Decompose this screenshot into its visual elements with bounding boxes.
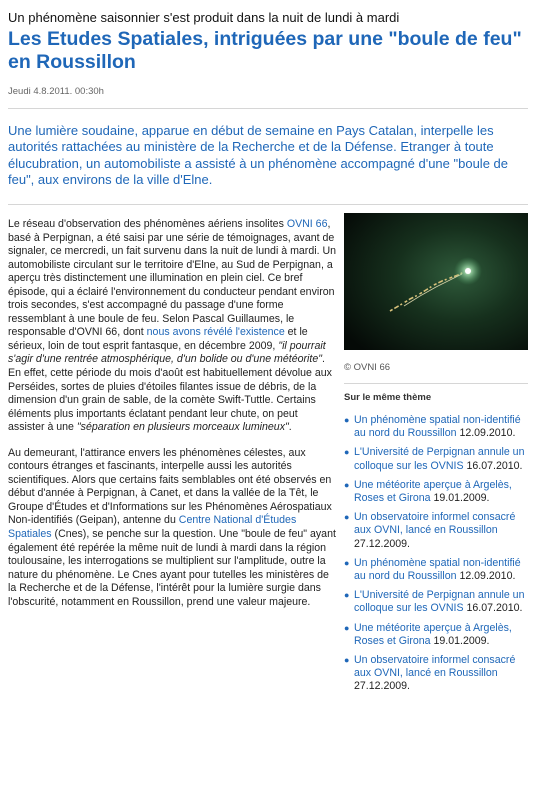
related-item[interactable] [344, 446, 528, 472]
fireball-image [344, 213, 528, 350]
bullet-icon: ● [344, 655, 350, 666]
related-link[interactable]: L'Université de Perpignan annule un colloque sur les OVNIS [354, 589, 525, 615]
article-kicker: Un phénomène saisonnier s'est produit dans la nuit de lundi à mardi [8, 10, 400, 25]
related-title: Sur le même thème [344, 392, 432, 403]
related-date: 16.07.2010. [466, 602, 523, 615]
text: (Cnes), se penche sur la question. Une "boule de feu" ayant également été repérée la même nuit de lundi à mardi dans la région toulousaine, les interrogations se multiplient sur l'amplitude, outre la nature du phénomène. Le Cnes ayant pour tutelles les ministères de la Recherche et de la Défense, l'intérêt pour la lumière surgie dans l'obscurité, notamment en Roussillon, prend une valeur majeure. [8, 528, 336, 608]
text: . En effet, cette période du mois d'août est habituellement dévolue aux Perséides, sortes de pluies d'étoiles filantes issue de débris, de la dimension d'un grain de sable, de la comète Swift-Tuttle. Certains éléments plus importants éclatant pendant leur chute, on peut assister à une [8, 353, 332, 434]
related-date: 27.12.2009. [354, 680, 410, 693]
article-date: Jeudi 4.8.2011. 00:30h [8, 86, 104, 97]
bullet-icon: ● [344, 557, 350, 568]
related-item[interactable] [344, 414, 528, 440]
related-link[interactable]: Un phénomène spatial non-identifié au nord du Roussillon [354, 414, 521, 440]
related-link[interactable]: Un observatoire informel consacré aux OVNI, lancé en Roussillon [354, 511, 516, 537]
related-item[interactable] [344, 557, 528, 583]
related-link[interactable]: Un observatoire informel consacré aux OVNI, lancé en Roussillon [354, 654, 516, 680]
bullet-icon: ● [344, 447, 350, 458]
link-cnes[interactable]: Centre National d'Études Spatiales [8, 514, 297, 541]
link-ovni66[interactable]: OVNI 66 [286, 218, 328, 230]
related-list [344, 414, 528, 700]
text: , basé à Perpignan, a été saisi par une série de témoignages, avant de signaler, ce mercredi, un fait survenu dans la nuit de lundi à mardi. Un automobiliste circulant sur le territoire d'Elne, au Sud de Perpignan, a aperçu très distinctement une illumination en plein ciel. Ce bref épisode, qui a éclairé l'environnement du conducteur pendant environ trois secondes, s'est accompagné du passage d'une forme ressemblant à une boule de feu. Selon Pascal Guillaumes, le responsable d'OVNI 66, dont [8, 218, 336, 339]
related-item[interactable] [344, 654, 528, 694]
related-date: 12.09.2010. [459, 570, 516, 583]
link-existence[interactable]: nous avons révélé l'existence [146, 326, 285, 339]
related-date: 19.01.2009. [433, 634, 490, 647]
related-link[interactable]: L'Université de Perpignan annule un colloque sur les OVNIS [354, 446, 525, 472]
related-date: 19.01.2009. [433, 492, 490, 505]
text: Au demeurant, l'attirance envers les phénomènes célestes, aux contours étranges et fascinants, interpelle aussi les autorités scientifiques. Alors que certains faits semblables ont été observés en début d'année à Perpignan, à Canet, et dans la vallée de la Têt, le Groupe d'Études et d'Informations sur les Phénomènes Aérospatiaux Non-identifiés (Geipan), antenne du [8, 446, 332, 527]
article-lead: Une lumière soudaine, apparue en début de semaine en Pays Catalan, interpelle les autorités rattachées au ministère de la Recherche et de la Défense. Etranger à toute élucubration, un automobiliste a assisté à un phénomène accompagné d'une "boule de feu", aux environs de la ville d'Elne. [8, 123, 508, 188]
related-item[interactable] [344, 511, 528, 551]
related-link[interactable]: Un phénomène spatial non-identifié au nord du Roussillon [354, 556, 521, 583]
text: Le réseau d'observation des phénomènes aériens insolites [8, 218, 287, 230]
bullet-icon: ● [344, 479, 350, 490]
article-title: Les Etudes Spatiales, intriguées par une "boule de feu" en Roussillon [8, 28, 522, 73]
article-body [8, 218, 336, 621]
fireball-photo [344, 213, 528, 350]
divider [344, 383, 528, 384]
quote: "séparation en plusieurs morceaux lumineux" [76, 421, 289, 434]
bullet-icon: ● [344, 415, 350, 425]
text: et le sérieux, loin de tout esprit fantasque, en décembre 2009, [8, 326, 308, 352]
related-item[interactable] [344, 622, 528, 648]
bullet-icon: ● [344, 590, 350, 601]
photo-caption: © OVNI 66 [344, 362, 391, 373]
bullet-icon: ● [344, 622, 350, 633]
related-date: 16.07.2010. [466, 459, 523, 472]
bullet-icon: ● [344, 512, 350, 523]
paragraph [8, 447, 336, 610]
divider [8, 204, 528, 205]
related-item[interactable] [344, 589, 528, 615]
related-link[interactable]: Une météorite aperçue à Argelès, Roses et Girona [354, 621, 512, 647]
divider [8, 108, 528, 109]
paragraph [8, 218, 336, 435]
related-item[interactable] [344, 479, 528, 505]
related-date: 27.12.2009. [354, 537, 410, 550]
quote: "il pourrait s'agir d'une rentrée atmosphérique, d'un bolide ou d'une météorite" [8, 339, 326, 366]
text: . [288, 421, 292, 434]
related-link[interactable]: Une météorite aperçue à Argelès, Roses et Girona [354, 478, 512, 505]
related-date: 12.09.2010. [459, 427, 516, 440]
